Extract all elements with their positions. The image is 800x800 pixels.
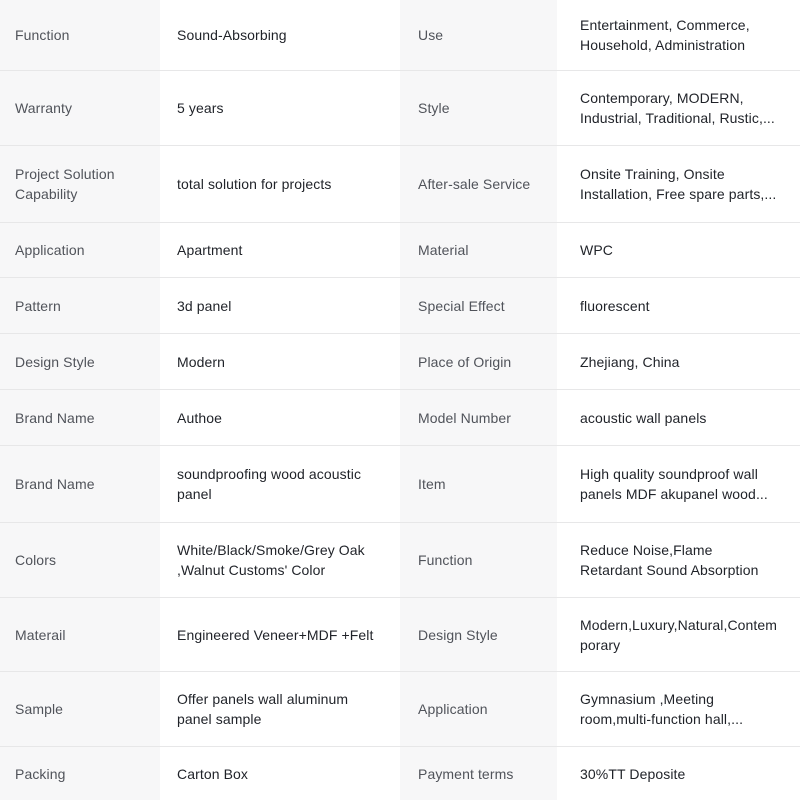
spec-value-cell [557, 747, 800, 800]
spec-label-text: Style [418, 100, 450, 116]
spec-label-cell [0, 278, 160, 334]
spec-label-text: Warranty [15, 100, 73, 116]
spec-label-cell [400, 390, 557, 446]
spec-value-cell [160, 598, 400, 672]
spec-value-cell [160, 334, 400, 390]
spec-value-text: Apartment [177, 242, 243, 258]
spec-value-text: Authoe [177, 409, 222, 426]
spec-value-text: Engineered Veneer+MDF +Felt [177, 626, 374, 643]
spec-label-text: Brand Name [15, 409, 95, 426]
spec-value-cell [557, 223, 800, 278]
spec-label-text: Design Style [15, 353, 95, 370]
spec-value-cell [557, 672, 800, 747]
spec-label-cell [0, 747, 160, 800]
spec-value-text: 30%TT Deposite [580, 765, 686, 782]
spec-value-text: Zhejiang, China [580, 353, 680, 370]
spec-value-text: 3d panel [177, 297, 232, 314]
spec-value-cell [160, 747, 400, 800]
spec-value-text: 5 years [177, 100, 224, 116]
spec-value-text: Sound-Absorbing [177, 27, 287, 43]
spec-value-text: Reduce Noise,Flame Retardant Sound Absorption [580, 542, 759, 578]
spec-label-cell [400, 672, 557, 747]
spec-label-cell [400, 523, 557, 598]
spec-value-cell [557, 71, 800, 146]
spec-value-cell [557, 598, 800, 672]
spec-label-text: Pattern [15, 297, 61, 314]
spec-label-text: Application [15, 242, 85, 258]
spec-label-cell [0, 71, 160, 146]
spec-value-cell [557, 146, 800, 223]
spec-value-cell [160, 278, 400, 334]
spec-label-cell [400, 598, 557, 672]
spec-label-cell [0, 223, 160, 278]
spec-label-text: Packing [15, 765, 66, 782]
spec-label-text: Place of Origin [418, 353, 512, 370]
spec-label-cell [0, 334, 160, 390]
spec-label-text: Payment terms [418, 765, 514, 782]
spec-value-text: total solution for projects [177, 176, 332, 192]
spec-label-text: After-sale Service [418, 176, 531, 192]
spec-label-text: Application [418, 701, 488, 717]
spec-label-cell [400, 747, 557, 800]
spec-label-text: Function [418, 552, 473, 568]
spec-value-text: Carton Box [177, 765, 249, 782]
spec-label-text: Colors [15, 552, 57, 568]
spec-label-cell [400, 0, 557, 71]
spec-label-text: Sample [15, 701, 64, 717]
spec-value-cell [160, 71, 400, 146]
spec-label-cell [0, 146, 160, 223]
spec-label-cell [400, 223, 557, 278]
spec-value-cell [160, 672, 400, 747]
spec-value-cell [557, 0, 800, 71]
spec-value-text: High quality soundproof wall panels MDF akupanel wood... [580, 466, 768, 502]
spec-label-text: Design Style [418, 626, 498, 643]
spec-label-text: Brand Name [15, 476, 95, 492]
spec-value-cell [557, 278, 800, 334]
spec-value-cell [160, 0, 400, 71]
spec-value-cell [160, 390, 400, 446]
spec-label-text: Use [418, 27, 444, 43]
spec-label-text: Model Number [418, 409, 512, 426]
spec-label-cell [0, 446, 160, 523]
spec-value-text: Entertainment, Commerce, Household, Administration [580, 17, 750, 53]
spec-label-text: Function [15, 27, 70, 43]
spec-label-cell [0, 598, 160, 672]
spec-value-cell [160, 446, 400, 523]
spec-label-text: Special Effect [418, 297, 505, 314]
spec-label-cell [400, 446, 557, 523]
spec-label-text: Project Solution Capability [15, 166, 115, 202]
spec-value-text: Gymnasium ,Meeting room,multi-function hall,... [580, 691, 744, 727]
spec-label-cell [0, 0, 160, 71]
spec-value-text: Onsite Training, Onsite Installation, Free spare parts,... [580, 166, 777, 202]
spec-label-text: Item [418, 476, 446, 492]
spec-value-cell [557, 390, 800, 446]
spec-value-cell [557, 523, 800, 598]
spec-label-text: Material [418, 242, 469, 258]
spec-value-cell [160, 523, 400, 598]
spec-value-text: Modern,Luxury,Natural,Contemporary [580, 616, 778, 653]
spec-value-text: White/Black/Smoke/Grey Oak ,Walnut Customs' Color [177, 542, 365, 578]
spec-value-cell [160, 146, 400, 223]
spec-label-cell [0, 672, 160, 747]
spec-label-cell [400, 71, 557, 146]
spec-value-text: Offer panels wall aluminum panel sample [177, 691, 349, 727]
spec-value-text: WPC [580, 242, 613, 258]
spec-value-text: Contemporary, MODERN, Industrial, Traditional, Rustic,... [580, 90, 775, 126]
spec-value-text: fluorescent [580, 297, 650, 314]
spec-value-text: soundproofing wood acoustic panel [177, 466, 362, 502]
spec-value-cell [557, 446, 800, 523]
spec-label-text: Materail [15, 626, 66, 643]
spec-label-cell [400, 334, 557, 390]
spec-label-cell [0, 390, 160, 446]
spec-label-cell [400, 146, 557, 223]
spec-value-text: Modern [177, 353, 226, 370]
spec-value-text: acoustic wall panels [580, 409, 707, 426]
spec-label-cell [0, 523, 160, 598]
spec-value-cell [160, 223, 400, 278]
spec-value-cell [557, 334, 800, 390]
spec-label-cell [400, 278, 557, 334]
